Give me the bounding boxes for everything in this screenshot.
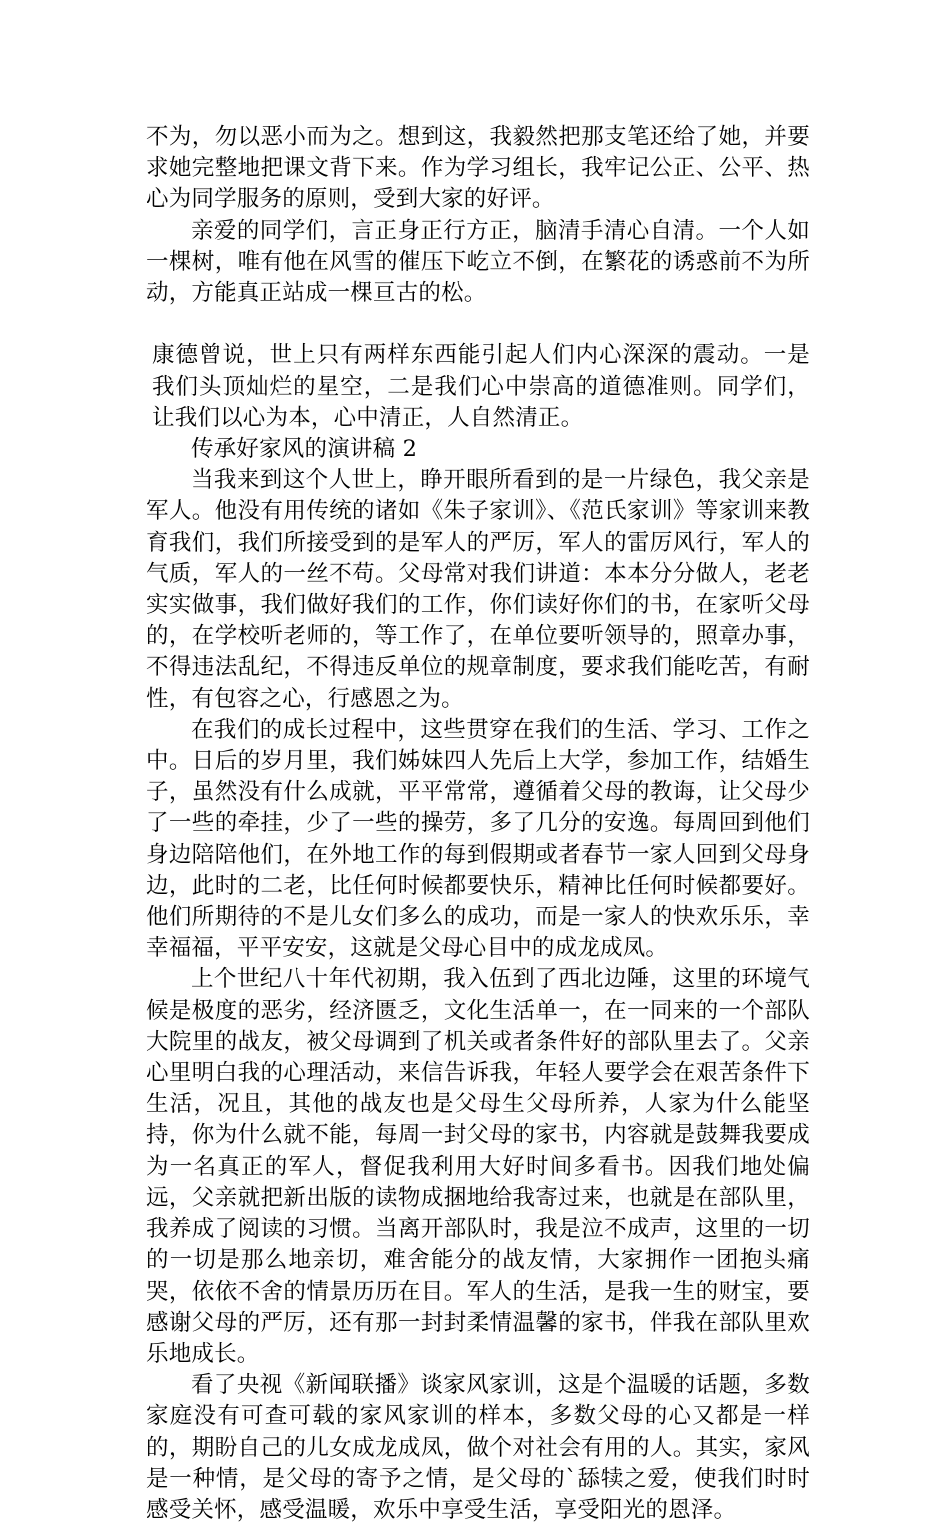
- paragraph-kant-quote: 康德曾说，世上只有两样东西能引起人们内心深深的震动。一是我们头顶灿烂的星空，二是我们心中崇高的道德准则。同学们，让我们以心为本，心中清正，人自然清正。: [152, 342, 810, 431]
- paragraph-army-years: 上个世纪八十年代初期，我入伍到了西北边陲，这里的环境气候是极度的恶劣，经济匮乏，文化生活单一，在一同来的一个部队大院里的战友，被父母调到了机关或者条件好的部队里去了。父亲心里明白我的心理活动，来信告诉我，年轻人要学会在艰苦条件下生活，况且，其他的战友也是父母生父母所养，人家为什么能坚持，你为什么就不能，每周一封父母的家书，内容就是鼓舞我要成为一名真正的军人，督促我利用大好时间多看书。因我们地处偏远，父亲就把新出版的读物成捆地给我寄过来，也就是在部队里，我养成了阅读的习惯。当离开部队时，我是泣不成声，这里的一切的一切是那么地亲切，难舍能分的战友情，大家拥作一团抱头痛哭，依依不舍的情景历历在目。军人的生活，是我一生的财宝，要感谢父母的严厉，还有那一封封柔情温馨的家书，伴我在部队里欢乐地成长。: [146, 966, 810, 1367]
- paragraph-family-tradition: 看了央视《新闻联播》谈家风家训，这是个温暖的话题，多数家庭没有可查可载的家风家训的样本，多数父母的心又都是一样的，期盼自己的儿女成龙成凤，做个对社会有用的人。其实，家风是一种情，是父母的寄予之情，是父母的`舔犊之爱，使我们时时感受关怀，感受温暖，欢乐中享受生活，享受阳光的恩泽。: [146, 1372, 810, 1523]
- paragraph-father-soldier: 当我来到这个人世上，睁开眼所看到的是一片绿色，我父亲是军人。他没有用传统的诸如《朱子家训》、《范氏家训》等家训来教育我们，我们所接受到的是军人的严厉，军人的雷厉风行，军人的气质，军人的一丝不苟。父母常对我们讲道：本本分分做人，老老实实做事，我们做好我们的工作，你们读好你们的书，在家听父母的，在学校听老师的，等工作了，在单位要听领导的，照章办事，不得违法乱纪，不得违反单位的规章制度，要求我们能吃苦，有耐性，有包容之心，行感恩之为。: [146, 467, 810, 712]
- paragraph-growing-up: 在我们的成长过程中，这些贯穿在我们的生活、学习、工作之中。日后的岁月里，我们姊妹四人先后上大学，参加工作，结婚生子，虽然没有什么成就，平平常常，遵循着父母的教诲，让父母少了一些的牵挂，少了一些的操劳，多了几分的安逸。每周回到他们身边陪陪他们，在外地工作的每到假期或者春节一家人回到父母身边，此时的二老，比任何时候都要快乐，精神比任何时候都要好。他们所期待的不是儿女们多么的成功，而是一家人的快欢乐乐，幸幸福福，平平安安，这就是父母心目中的成龙成凤。: [146, 716, 810, 962]
- paragraph-continuation: 不为，勿以恶小而为之。想到这，我毅然把那支笔还给了她，并要求她完整地把课文背下来。作为学习组长，我牢记公正、公平、热心为同学服务的原则，受到大家的好评。: [146, 124, 810, 213]
- blank-line: [146, 309, 810, 340]
- paragraph-closing: 亲爱的同学们，言正身正行方正，脑清手清心自清。一个人如一棵树，唯有他在风雪的催压下屹立不倒，在繁花的诱惑前不为所动，方能真正站成一棵亘古的松。: [146, 217, 810, 307]
- document-body: [146, 122, 810, 1526]
- section-heading: 传承好家风的演讲稿 2: [191, 436, 418, 463]
